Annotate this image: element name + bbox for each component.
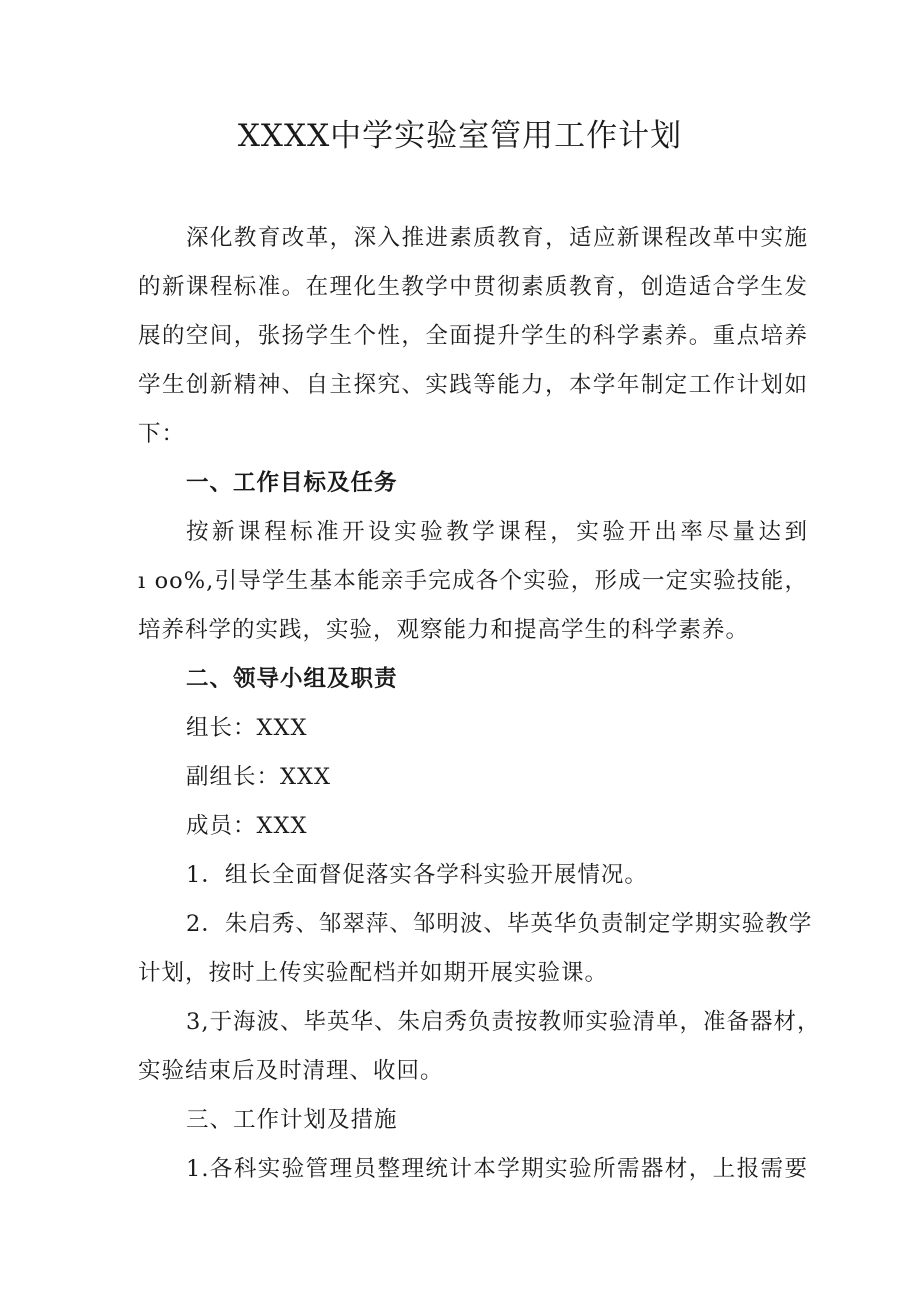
intro-line-1: 深化教育改革，深入推进素质教育，适应新课程改革中实施: [186, 225, 808, 251]
section1-line-3: 培养科学的实践，实验，观察能力和提高学生的科学素养。: [138, 617, 750, 643]
leader-line: 组长：XXX: [186, 715, 308, 741]
duty-3-line-2: 实验结束后及时清理、收回。: [138, 1058, 444, 1084]
intro-line-3: 展的空间，张扬学生个性，全面提升学生的科学素养。重点培养: [138, 323, 808, 349]
section3-item-1: 1.各科实验管理员整理统计本学期实验所需器材，上报需要: [186, 1156, 808, 1182]
section2-heading: 二、领导小组及职责: [186, 666, 398, 692]
duty-2-line-2: 计划，按时上传实验配档并如期开展实验课。: [138, 960, 609, 986]
intro-line-5: 下：: [138, 421, 186, 447]
duty-1: 1．组长全面督促落实各学科实验开展情况。: [186, 862, 648, 888]
section3-heading: 三、工作计划及措施: [186, 1107, 398, 1133]
duty-3-line-1: 3,于海波、毕英华、朱启秀负责按教师实验清单，准备器材，: [186, 1009, 821, 1035]
deputy-leader-line: 副组长：XXX: [186, 764, 332, 790]
document-title: XXXX中学实验室管用工作计划: [237, 118, 683, 154]
section1-line-1: 按新课程标准开设实验教学课程，实验开出率尽量达到: [186, 519, 808, 545]
section1-heading: 一、工作目标及任务: [186, 470, 398, 496]
members-line: 成员：XXX: [186, 813, 308, 839]
section1-line-2: ı oo%,引导学生基本能亲手完成各个实验，形成一定实验技能，: [138, 568, 808, 594]
duty-2-line-1: 2．朱启秀、邹翠萍、邹明波、毕英华负责制定学期实验教学: [186, 911, 813, 937]
intro-line-2: 的新课程标准。在理化生教学中贯彻素质教育，创造适合学生发: [138, 274, 808, 300]
intro-line-4: 学生创新精神、自主探究、实践等能力，本学年制定工作计划如: [138, 372, 808, 398]
